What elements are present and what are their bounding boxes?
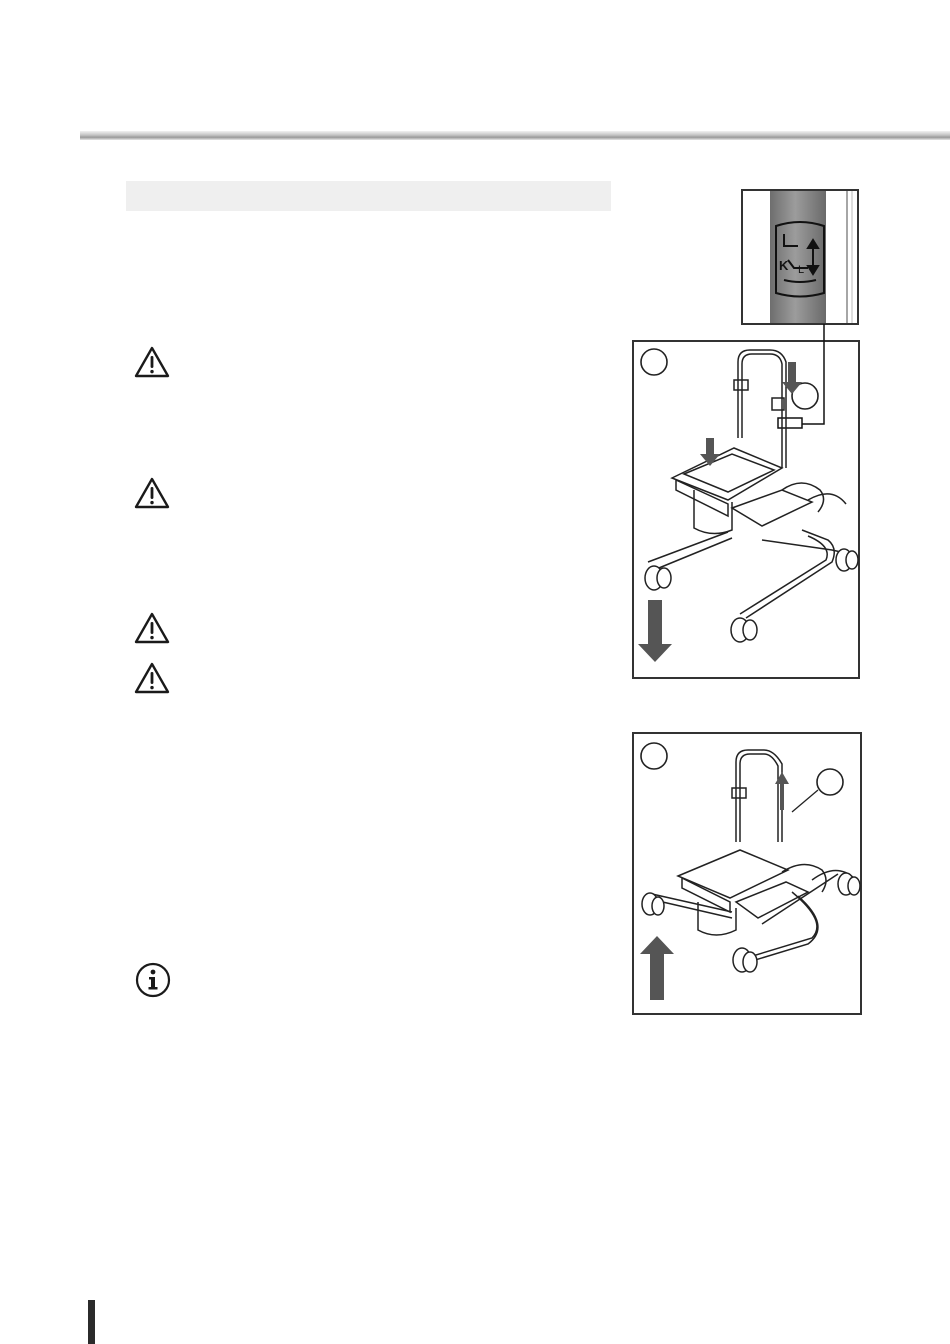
svg-text:K: K [779,258,789,273]
callout-circle [817,769,843,795]
svg-text:L: L [798,264,805,276]
header-rule [80,131,950,140]
raising-figure [632,732,862,1016]
lowering-figure [632,340,860,680]
warning-triangle-icon [134,662,170,694]
section-heading-bar [126,181,611,211]
warning-triangle-icon [134,477,170,509]
warning-triangle-icon [134,612,170,644]
warning-triangle-icon [134,346,170,378]
info-icon [135,962,171,998]
footer-bar [88,1300,95,1344]
